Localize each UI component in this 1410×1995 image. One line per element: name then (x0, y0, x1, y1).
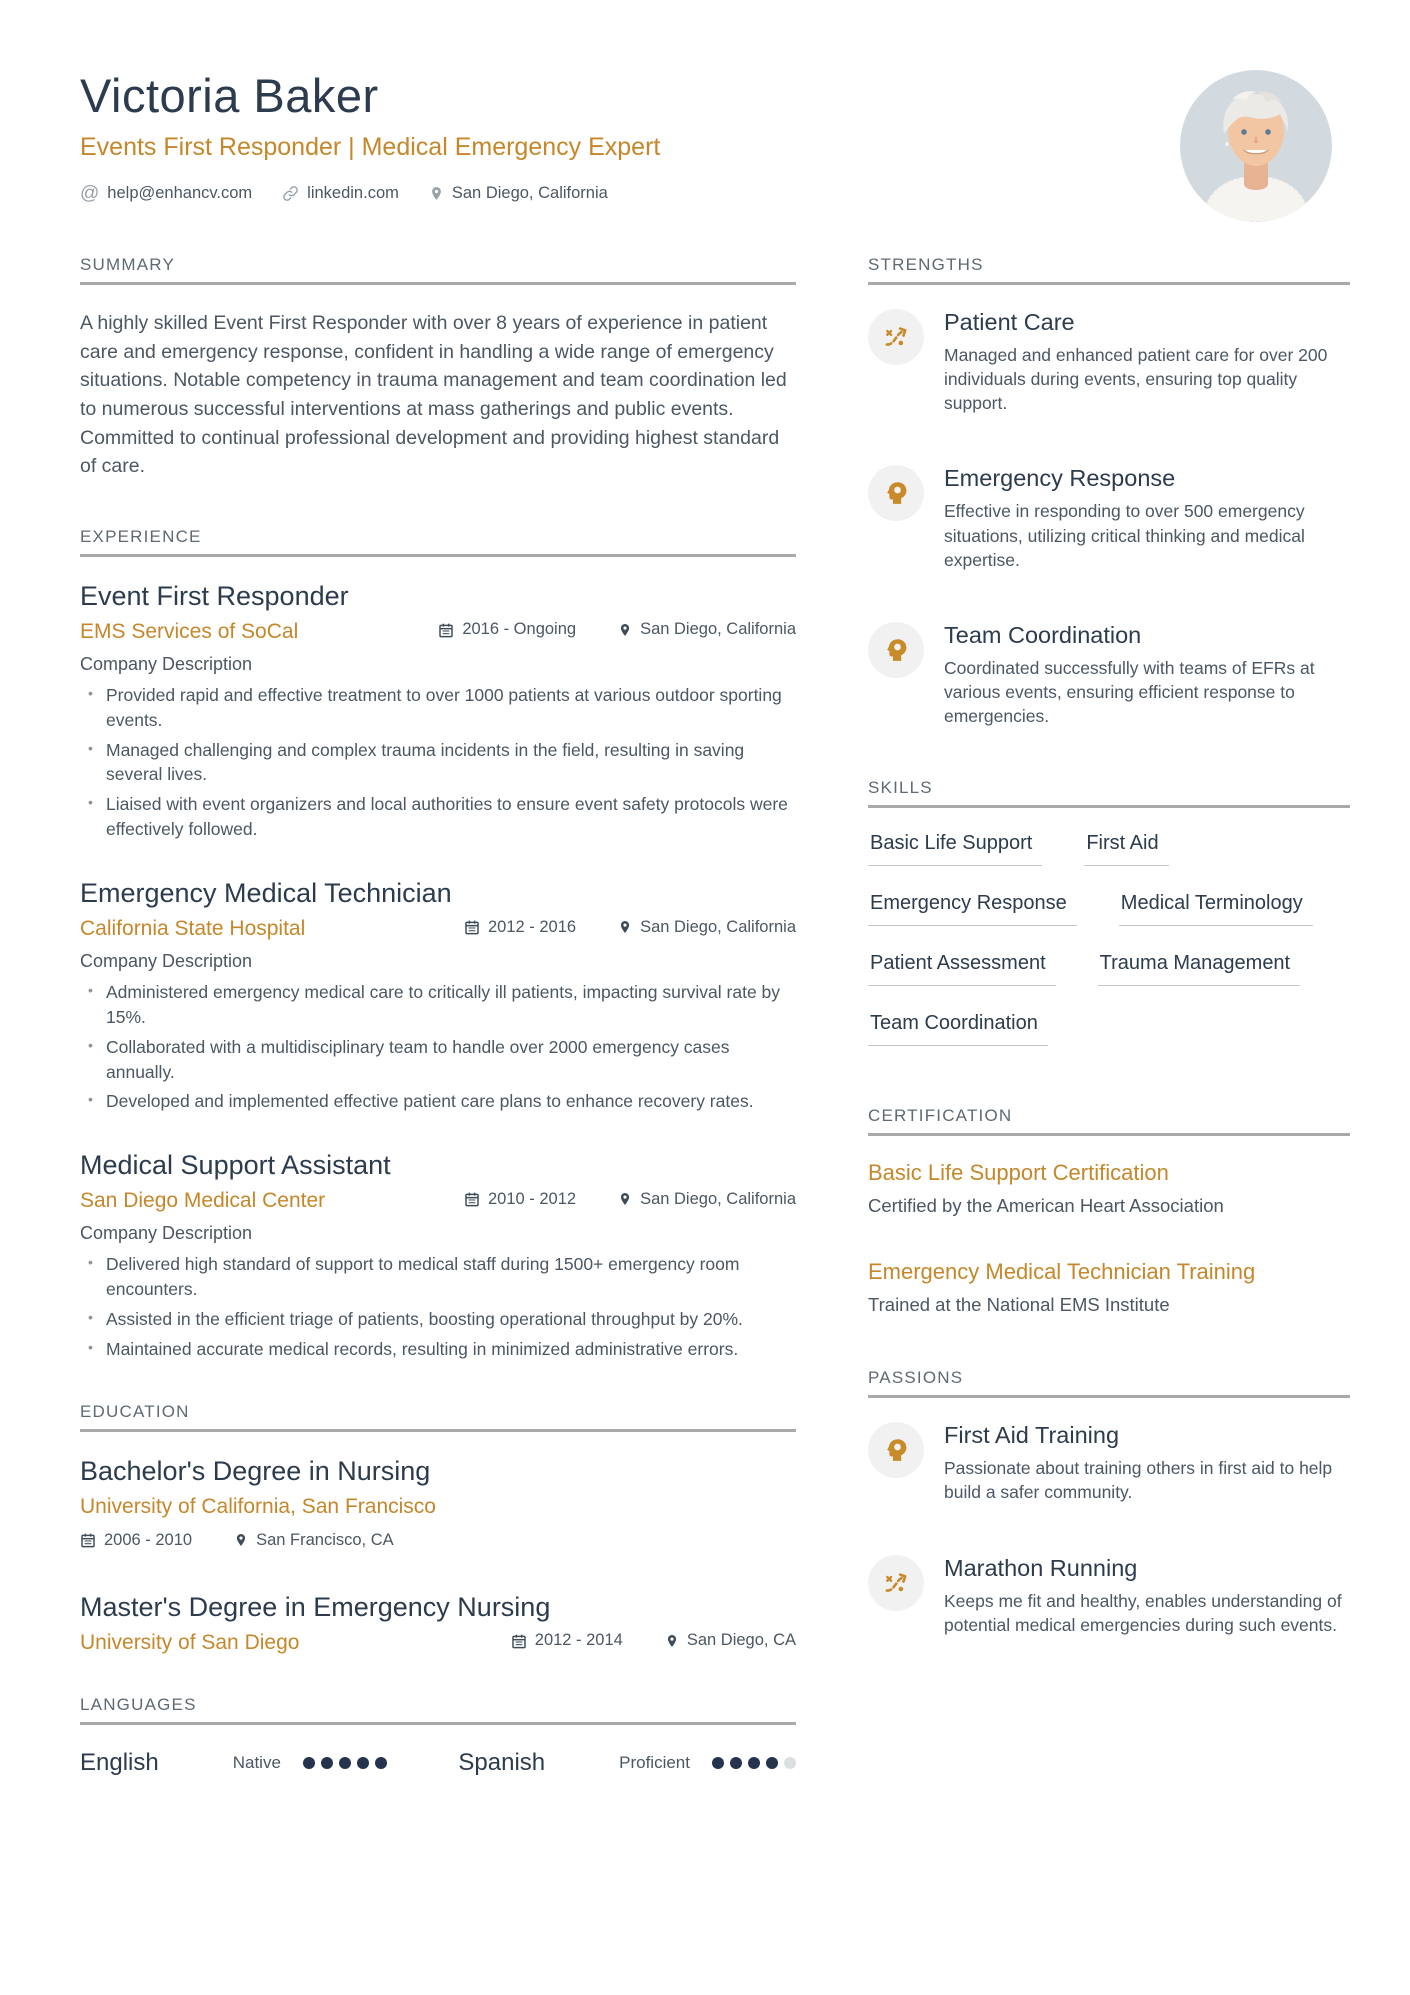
section-experience (80, 527, 796, 1362)
summary-heading: SUMMARY (80, 255, 796, 285)
tactics-icon (868, 309, 924, 365)
degree-title: Bachelor's Degree in Nursing (80, 1455, 431, 1486)
company-descriptor: Company Description (80, 1223, 253, 1244)
location-pin-icon (429, 185, 444, 202)
certification-heading: CERTIFICATION (868, 1106, 1350, 1136)
proficiency-dot-empty (784, 1757, 796, 1769)
job-bullet: • Delivered high standard of support to medical staff during 1500+ emergency room encounters. (80, 1252, 796, 1302)
left-column (80, 255, 796, 1823)
job-bullet: • Collaborated with a multidisciplinary team to handle over 2000 emergency cases annually. (80, 1035, 796, 1085)
calendar-icon (464, 1191, 480, 1207)
email-at-icon: @ (80, 183, 100, 204)
job-bullets (80, 980, 796, 1114)
proficiency-dot-filled (339, 1757, 351, 1769)
skill-tag: Basic Life Support (868, 832, 1042, 866)
skill-tag: Medical Terminology (1119, 892, 1313, 926)
job-bullet: • Liaised with event organizers and local authorities to ensure event safety protocols were effectively followed. (80, 792, 796, 842)
header (80, 68, 1350, 203)
strength-title: Emergency Response (944, 465, 1176, 492)
certification-item (868, 1160, 1350, 1217)
job-bullet: • Developed and implemented effective patient care plans to enhance recovery rates. (80, 1089, 796, 1114)
strength-title: Team Coordination (944, 621, 1142, 648)
passion-text: Passionate about training others in first aid to help build a safer community. (944, 1458, 1333, 1503)
section-summary (80, 255, 796, 481)
skill-tag: Patient Assessment (868, 952, 1056, 986)
job-bullet: • Administered emergency medical care to critically ill patients, impacting survival rate by 15%. (80, 980, 796, 1030)
right-column (868, 255, 1350, 1823)
job-dates: 2010 - 2012 (464, 1190, 576, 1209)
person-name: Victoria Baker (80, 69, 379, 122)
degree-location: San Diego, CA (665, 1631, 796, 1650)
calendar-icon (511, 1633, 527, 1649)
proficiency-dot-filled (303, 1757, 315, 1769)
passions-heading: PASSIONS (868, 1368, 1350, 1398)
company-descriptor: Company Description (80, 653, 253, 674)
contact-row (80, 184, 1050, 203)
degree-title: Master's Degree in Emergency Nursing (80, 1591, 551, 1622)
section-strengths (868, 255, 1350, 728)
languages-row (80, 1749, 796, 1777)
mind-icon (868, 1422, 924, 1478)
languages-heading: LANGUAGES (80, 1695, 796, 1725)
language-level: Native (232, 1752, 281, 1772)
language-level: Proficient (619, 1752, 690, 1772)
passion-text: Keeps me fit and healthy, enables understanding of potential medical emergencies during such events. (944, 1590, 1342, 1635)
job-bullets (80, 683, 796, 842)
degree-school: University of California, San Francisco (80, 1494, 436, 1518)
skills-heading: SKILLS (868, 778, 1350, 808)
strength-item (868, 465, 1350, 571)
experience-entry (80, 1150, 796, 1361)
language-proficiency-dots (712, 1757, 796, 1769)
job-bullet: • Maintained accurate medical records, resulting in minimized administrative errors. (80, 1337, 796, 1362)
section-passions (868, 1368, 1350, 1637)
contact-location (429, 184, 608, 203)
skill-tag: Emergency Response (868, 892, 1077, 926)
degree-dates: 2012 - 2014 (511, 1631, 623, 1650)
company-descriptor: Company Description (80, 951, 253, 971)
job-bullet: • Managed challenging and complex trauma incidents in the field, resulting in saving several lives. (80, 738, 796, 788)
job-company: California State Hospital (80, 917, 306, 940)
language-name: Spanish (458, 1748, 546, 1776)
language-name: English (80, 1748, 159, 1776)
person-headline: Events First Responder | Medical Emergency Expert (80, 133, 661, 161)
section-education (80, 1402, 796, 1655)
language-item (80, 1749, 387, 1777)
contact-linkedin[interactable] (282, 184, 399, 203)
certification-text: Trained at the National EMS Institute (868, 1294, 1170, 1316)
mind-icon (868, 622, 924, 678)
section-skills (868, 778, 1350, 1046)
strength-text: Effective in responding to over 500 emergency situations, utilizing critical thinking and medical expertise. (944, 501, 1305, 570)
strength-item (868, 309, 1350, 415)
summary-text: A highly skilled Event First Responder with over 8 years of experience in patient care and emergency response, confident in handling a wide range of emergency situations. Notable competency in trauma management and team coordination led to numerous successful interventions at mass gatherings and public events. Committed to continual professional development and providing highest standard of care. (80, 312, 787, 478)
skill-tag: Team Coordination (868, 1012, 1048, 1046)
job-bullet: • Provided rapid and effective treatment to over 1000 patients at various outdoor sporting events. (80, 683, 796, 733)
language-proficiency-dots (303, 1757, 387, 1769)
job-title: Medical Support Assistant (80, 1150, 391, 1181)
degree-location: San Francisco, CA (234, 1531, 394, 1550)
job-location: San Diego, California (618, 1190, 796, 1209)
location-pin-icon (618, 622, 632, 638)
certification-title: Emergency Medical Technician Training (868, 1259, 1256, 1285)
profile-photo-illustration (1180, 70, 1332, 222)
degree-dates: 2006 - 2010 (80, 1531, 192, 1550)
certification-text: Certified by the American Heart Association (868, 1195, 1224, 1217)
link-icon (282, 185, 299, 202)
location-pin-icon (618, 1191, 632, 1207)
proficiency-dot-filled (357, 1757, 369, 1769)
job-location: San Diego, California (618, 620, 796, 639)
strength-item (868, 622, 1350, 728)
job-dates: 2012 - 2016 (464, 918, 576, 937)
proficiency-dot-filled (730, 1757, 742, 1769)
proficiency-dot-filled (712, 1757, 724, 1769)
contact-email-label: help@enhancv.com (107, 184, 253, 202)
job-dates: 2016 - Ongoing (438, 620, 576, 639)
skill-tag: First Aid (1084, 832, 1168, 866)
location-pin-icon (234, 1532, 248, 1548)
calendar-icon (464, 919, 480, 935)
strength-text: Managed and enhanced patient care for over 200 individuals during events, ensuring top quality support. (944, 345, 1328, 414)
section-certification (868, 1106, 1350, 1316)
proficiency-dot-filled (748, 1757, 760, 1769)
degree-school: University of San Diego (80, 1630, 300, 1654)
proficiency-dot-filled (375, 1757, 387, 1769)
job-title: Emergency Medical Technician (80, 878, 452, 908)
strengths-heading: STRENGTHS (868, 255, 1350, 285)
calendar-icon (438, 622, 454, 638)
education-entry (80, 1592, 796, 1655)
contact-location-label: San Diego, California (451, 184, 608, 202)
content-columns (80, 255, 1350, 1823)
mind-icon (868, 465, 924, 521)
certification-item (868, 1259, 1350, 1316)
location-pin-icon (665, 1633, 679, 1649)
proficiency-dot-filled (321, 1757, 333, 1769)
strength-title: Patient Care (944, 309, 1075, 335)
experience-entry (80, 878, 796, 1114)
job-location: San Diego, California (618, 918, 796, 937)
profile-photo (1180, 70, 1332, 222)
proficiency-dot-filled (766, 1757, 778, 1769)
education-heading: EDUCATION (80, 1402, 796, 1432)
experience-heading: EXPERIENCE (80, 527, 796, 557)
strength-text: Coordinated successfully with teams of EFRs at various events, ensuring efficient response to emergencies. (944, 657, 1315, 727)
job-company: San Diego Medical Center (80, 1189, 326, 1213)
skills-list (868, 832, 1350, 1046)
section-languages (80, 1695, 796, 1777)
contact-linkedin-label: linkedin.com (307, 184, 399, 202)
job-title: Event First Responder (80, 580, 349, 611)
passion-title: Marathon Running (944, 1554, 1138, 1581)
job-bullet: • Assisted in the efficient triage of patients, boosting operational throughput by 20%. (80, 1307, 796, 1332)
passion-item (868, 1555, 1350, 1637)
education-entry (80, 1456, 796, 1550)
location-pin-icon (618, 919, 632, 935)
calendar-icon (80, 1532, 96, 1548)
job-company: EMS Services of SoCal (80, 619, 299, 643)
skill-tag: Trauma Management (1098, 952, 1300, 986)
job-bullets (80, 1252, 796, 1361)
passion-item (868, 1422, 1350, 1504)
certification-title: Basic Life Support Certification (868, 1160, 1169, 1186)
passion-title: First Aid Training (944, 1422, 1120, 1449)
tactics-icon (868, 1555, 924, 1611)
language-item (458, 1749, 796, 1777)
experience-entry (80, 581, 796, 842)
contact-email[interactable] (80, 184, 252, 203)
